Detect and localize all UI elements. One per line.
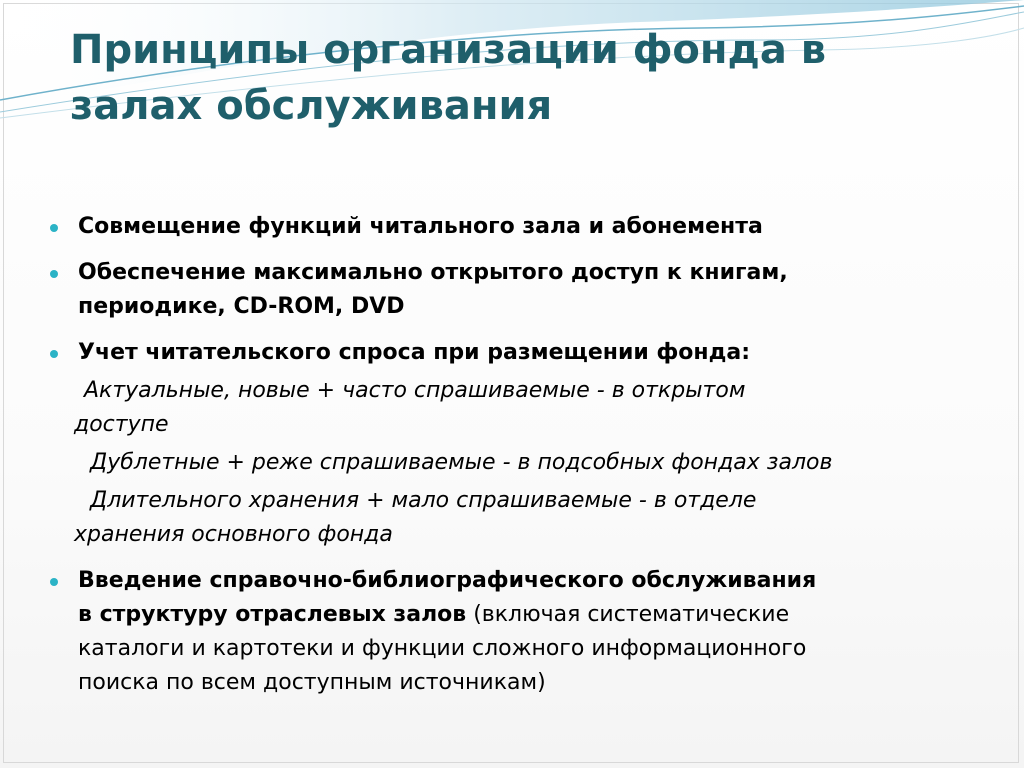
bullet-text-line-4: поиска по всем доступным источникам): [78, 670, 546, 695]
sub-item: [48, 484, 968, 552]
bullet-text-line-2: периодике, CD-ROM, DVD: [78, 294, 405, 319]
bullet-text: Совмещение функций читального зала и абонемента: [78, 214, 763, 239]
bullet-item: [48, 336, 968, 370]
sub-item-line-1: Длительного хранения + мало спрашиваемые - в отделе: [90, 488, 757, 513]
bullet-dot-icon: [50, 224, 58, 232]
bullet-dot-icon: [50, 578, 58, 586]
bullet-item: [48, 564, 968, 700]
bullet-item: [48, 210, 968, 244]
bullet-dot-icon: [50, 270, 58, 278]
bullet-bold-line-2: в структуру отраслевых залов: [78, 602, 467, 627]
title-line-1: Принципы организации фонда в: [70, 27, 827, 73]
bullet-text-line-1: Обеспечение максимально открытого доступ к книгам,: [78, 260, 788, 285]
slide-content: [48, 210, 968, 712]
sub-item: [48, 446, 968, 480]
sub-item-line-2: доступе: [74, 412, 169, 437]
sub-item-line-1: Дублетные + реже спрашиваемые - в подсобных фондах залов: [90, 450, 833, 475]
title-line-2: залах обслуживания: [70, 83, 553, 129]
sub-item: [48, 374, 968, 442]
bullet-item: [48, 256, 968, 324]
bullet-text-line-3: каталоги и картотеки и функции сложного информационного: [78, 636, 807, 661]
sub-item-line-1: Актуальные, новые + часто спрашиваемые - в открытом: [84, 378, 746, 403]
page-title: [70, 22, 970, 134]
bullet-text: Учет читательского спроса при размещении фонда:: [78, 340, 750, 365]
sub-item-line-2: хранения основного фонда: [74, 522, 393, 547]
bullet-dot-icon: [50, 350, 58, 358]
bullet-bold-line-1: Введение справочно-библиографического обслуживания: [78, 568, 817, 593]
bullet-normal-tail: (включая систематические: [466, 602, 790, 627]
